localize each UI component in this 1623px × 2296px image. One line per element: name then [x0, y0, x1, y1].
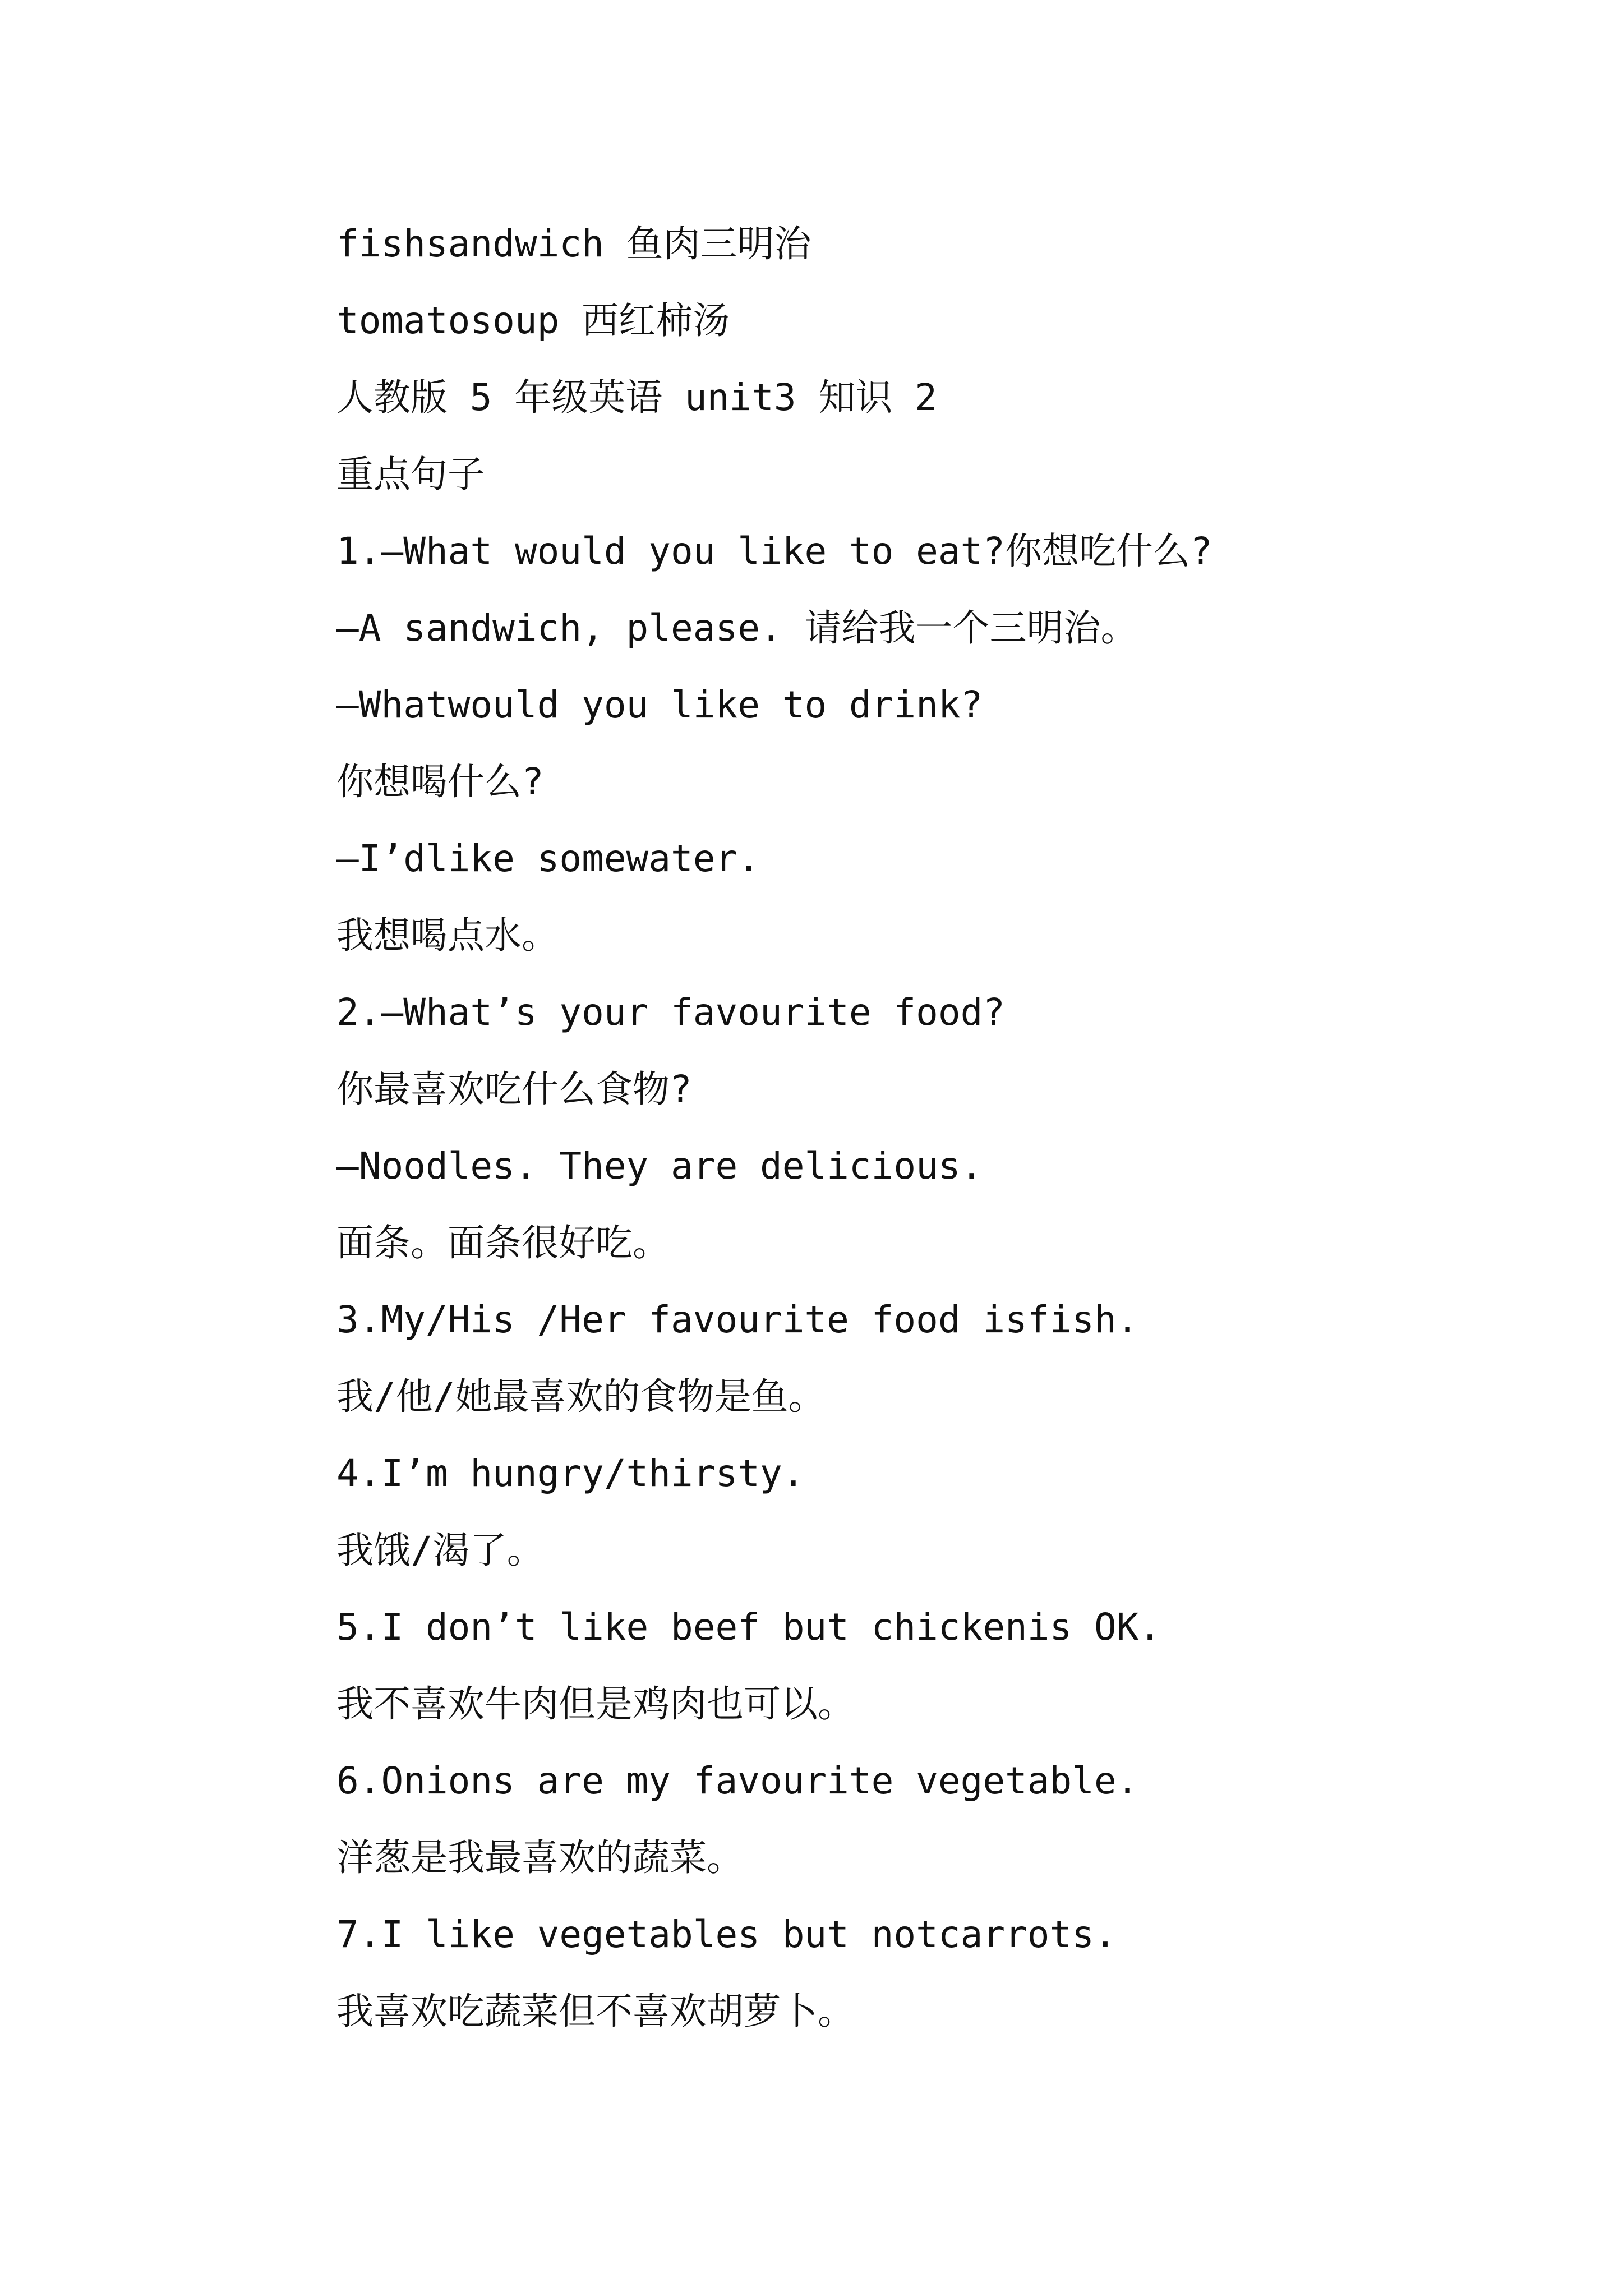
sentence-line: 5.I don’t like beef but chickenis OK.: [336, 1605, 1161, 1649]
translation-line: 你最喜欢吃什么食物?: [336, 1068, 692, 1111]
sentence-line: 3.My/His /Her favourite food isfish.: [336, 1298, 1139, 1341]
sentence-line: —A sandwich, please. 请给我一个三明治。: [336, 606, 1138, 650]
sentence-line: 2.—What’s your favourite food?: [336, 991, 1006, 1034]
vocab-line-tomato-soup: tomatosoup 西红柿汤: [336, 299, 730, 342]
translation-line: 你想喝什么?: [336, 760, 544, 803]
translation-line: 面条。面条很好吃。: [336, 1221, 670, 1264]
section-title: 人教版 5 年级英语 unit3 知识 2: [336, 376, 937, 419]
translation-line: 我/他/她最喜欢的食物是鱼。: [336, 1375, 826, 1418]
translation-line: 洋葱是我最喜欢的蔬菜。: [336, 1836, 744, 1879]
sentence-line: —Whatwould you like to drink?: [336, 683, 983, 726]
sentence-line: —I’dlike somewater.: [336, 837, 760, 880]
sentence-line: 1.—What would you like to eat?你想吃什么?: [336, 530, 1212, 573]
sentence-line: 4.I’m hungry/thirsty.: [336, 1452, 805, 1495]
sentence-line: 6.Onions are my favourite vegetable.: [336, 1759, 1139, 1802]
document-body: [336, 216, 1514, 2060]
section-subtitle: 重点句子: [336, 453, 485, 496]
translation-line: 我不喜欢牛肉但是鸡肉也可以。: [336, 1682, 855, 1726]
sentence-line: —Noodles. They are delicious.: [336, 1144, 983, 1188]
translation-line: 我想喝点水。: [336, 914, 559, 957]
translation-line: 我喜欢吃蔬菜但不喜欢胡萝卜。: [336, 1990, 855, 2033]
translation-line: 我饿/渴了。: [336, 1529, 544, 1572]
vocab-line-fish-sandwich: fishsandwich 鱼肉三明治: [336, 222, 811, 265]
sentence-line: 7.I like vegetables but notcarrots.: [336, 1913, 1117, 1956]
